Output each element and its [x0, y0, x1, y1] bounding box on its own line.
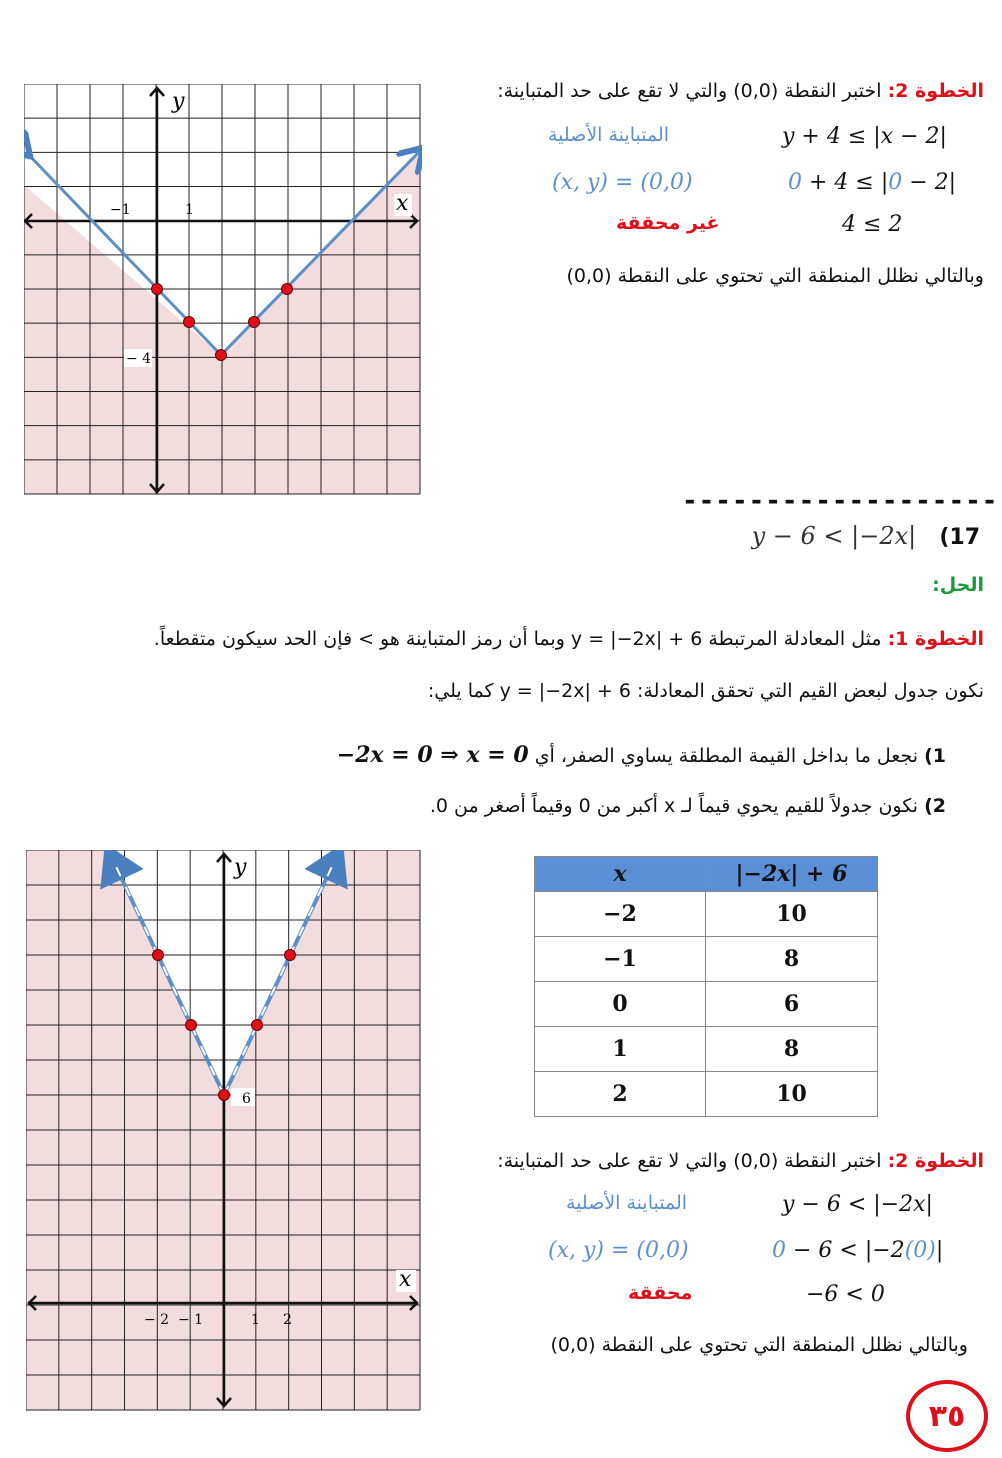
label-not-satisfied: غير محققة	[616, 212, 720, 234]
item-1: 1) نجعل ما بداخل القيمة المطلقة يساوي الصفر، أي −2x = 0 ⇒ x = 0	[336, 742, 946, 768]
conclusion-text: وبالتالي نظلل المنطقة التي تحتوي على النقطة (0,0)	[566, 265, 984, 287]
y-axis-label: y	[234, 855, 247, 880]
table-row: 1 8	[535, 1027, 878, 1072]
inequality-result: −6 < 0	[806, 1282, 885, 1307]
tick-label: −1	[110, 202, 131, 218]
step2-line	[497, 1150, 984, 1172]
graph-1	[24, 84, 422, 496]
point	[219, 1090, 230, 1101]
conclusion-text: وبالتالي نظلل المنطقة التي تحتوي على النقطة (0,0)	[550, 1334, 968, 1356]
label-test-point: (x, y) = (0,0)	[548, 1238, 689, 1263]
tick-label: 1	[251, 1312, 260, 1328]
point	[186, 1020, 197, 1031]
inequality-substituted: 0 − 6 < |−2(0)|	[772, 1238, 944, 1263]
step-text: اختبر النقطة (0,0) والتي لا تقع على حد المتباينة:	[497, 80, 882, 102]
graph-2	[26, 850, 422, 1412]
step-title: الخطوة 2:	[887, 1150, 984, 1172]
point	[216, 350, 227, 361]
tick-label: − 4	[126, 351, 152, 367]
label-satisfied: محققة	[628, 1282, 693, 1304]
table-header: x	[535, 857, 706, 892]
item-2: 2) نكون جدولاً للقيم يحوي قيماً لـ x أكبر من 0 وقيماً أصغر من 0.	[429, 795, 946, 817]
point	[252, 1020, 263, 1031]
value-table	[534, 856, 878, 1117]
table-header: |−2x| + 6	[706, 857, 878, 892]
tick-label: 1	[185, 202, 194, 218]
step2-line	[497, 80, 984, 102]
x-axis-label: x	[396, 191, 409, 216]
problem-statement: y − 6 < |−2x|	[751, 522, 917, 550]
step1-line: الخطوة 1: مثل المعادلة المرتبطة y = |−2x| + 6 وبما أن رمز المتباينة هو > فإن الحد سيكون متقطعاً.	[153, 628, 984, 650]
point	[282, 284, 293, 295]
point	[184, 317, 195, 328]
point	[152, 284, 163, 295]
page-number: ٣٥	[906, 1380, 988, 1452]
y-axis-label: y	[172, 89, 185, 114]
problem-number: (17	[939, 525, 980, 550]
solution-label: الحل:	[932, 574, 984, 596]
table-row: 2 10	[535, 1072, 878, 1117]
table-intro: نكون جدول لبعض القيم التي تحقق المعادلة: y = |−2x| + 6 كما يلي:	[427, 680, 984, 702]
tick-label: 6	[242, 1091, 251, 1107]
divider: -------------------	[682, 486, 999, 516]
problem-heading	[752, 522, 980, 550]
inequality-substituted: 0 + 4 ≤ |0 − 2|	[788, 170, 957, 195]
inequality-original: y + 4 ≤ |x − 2|	[782, 124, 947, 149]
tick-label: − 1	[178, 1312, 204, 1328]
point	[285, 950, 296, 961]
step-title: الخطوة 2:	[887, 80, 984, 102]
tick-label: 2	[283, 1312, 292, 1328]
x-axis-label: x	[399, 1267, 412, 1292]
table-row: −1 8	[535, 937, 878, 982]
tick-label: − 2	[144, 1312, 170, 1328]
point	[153, 950, 164, 961]
inequality-original: y − 6 < |−2x|	[782, 1192, 933, 1217]
label-test-point: (x, y) = (0,0)	[552, 170, 693, 195]
table-row: −2 10	[535, 892, 878, 937]
label-original: المتباينة الأصلية	[566, 1192, 688, 1214]
label-original: المتباينة الأصلية	[548, 124, 670, 146]
table-row: 0 6	[535, 982, 878, 1027]
step-text: اختبر النقطة (0,0) والتي لا تقع على حد المتباينة:	[497, 1150, 882, 1172]
inequality-result: 4 ≤ 2	[842, 212, 903, 237]
point	[249, 317, 260, 328]
